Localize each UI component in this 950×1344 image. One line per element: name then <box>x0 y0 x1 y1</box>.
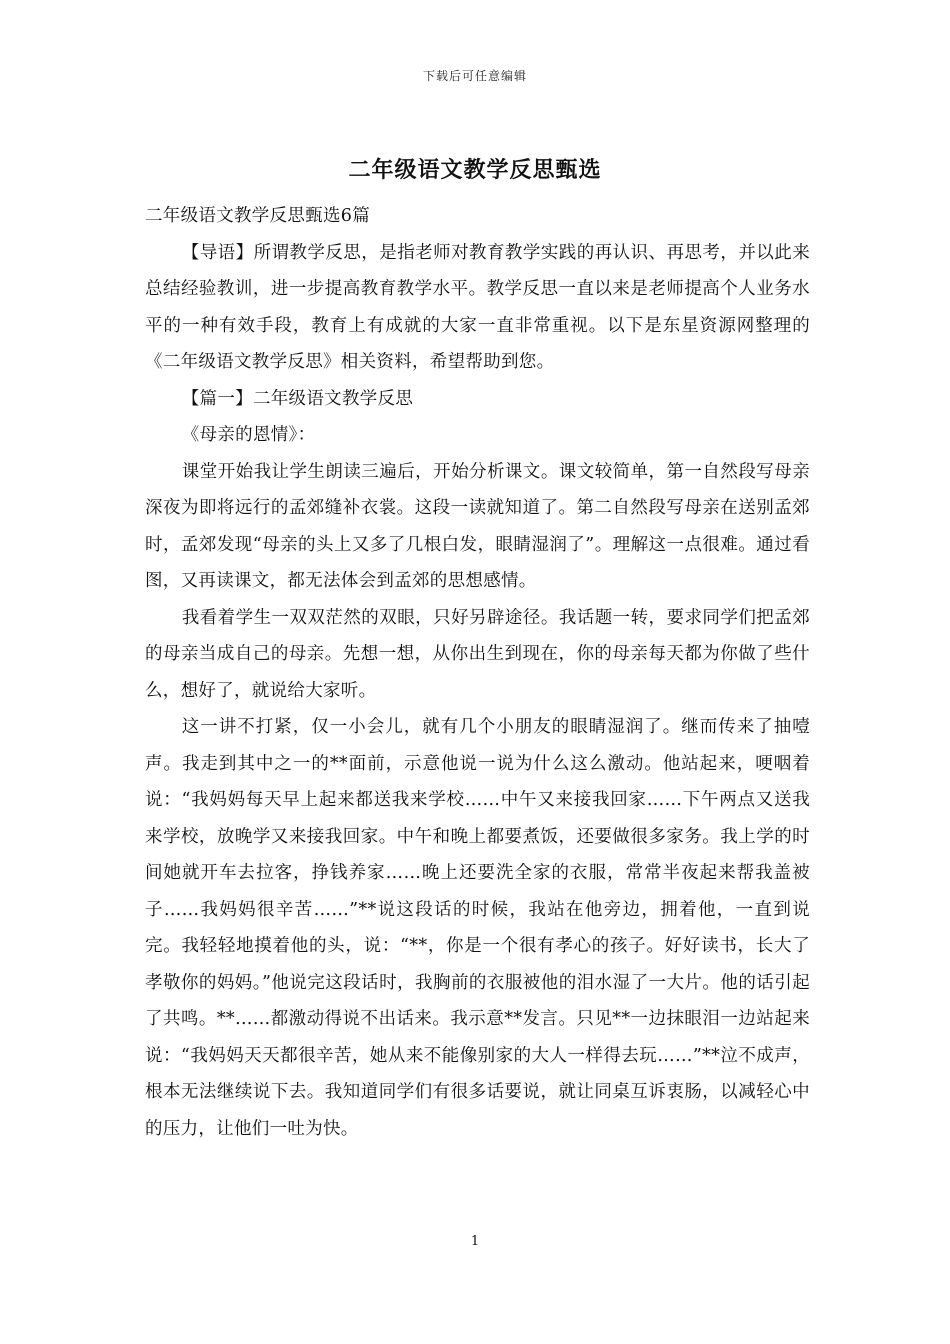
subtitle-line: 二年级语文教学反思甄选6篇 <box>145 206 371 226</box>
document-body <box>145 198 810 1147</box>
intro-paragraph: 【导语】所谓教学反思，是指老师对教育教学实践的再认识、再思考，并以此来总结经验教训，进一步提高教育教学水平。教学反思一直以来是老师提高个人业务水平的一种有效手段，教育上有成就的大家一直非常重视。以下是东星资源网整理的《二年级语文教学反思》相关资料，希望帮助到您。 <box>145 242 810 372</box>
body-paragraph: 课堂开始我让学生朗读三遍后，开始分析课文。课文较简单，第一自然段写母亲深夜为即将远行的孟郊缝补衣裳。这段一读就知道了。第二自然段写母亲在送别孟郊时，孟郊发现“母亲的头上又多了几根白发，眼睛湿润了”。理解这一点很难。通过看图，又再读课文，都无法体会到孟郊的思想感情。 <box>145 461 810 591</box>
document-title: 二年级语文教学反思甄选 <box>348 157 602 183</box>
page-number: 1 <box>470 1234 480 1249</box>
lesson-title: 《母亲的恩情》： <box>181 425 316 445</box>
header-note: 下载后可任意编辑 <box>422 69 527 83</box>
section-heading: 【篇一】二年级语文教学反思 <box>181 388 414 409</box>
body-paragraph: 这一讲不打紧，仅一小会儿，就有几个小朋友的眼睛湿润了。继而传来了抽噎声。我走到其中之一的**面前，示意他说一说为什么这么激动。他站起来，哽咽着说：“我妈妈每天早上起来都送我来学校……中午又来接我回家……下午两点又送我来学校，放晚学又来接我回家。中午和晚上都要煮饭，还要做很多家务。我上学的时间她就开车去拉客，挣钱养家……晚上还要洗全家的衣服，常常半夜起来帮我盖被子……我妈妈很辛苦……”**说这段话的时候，我站在他旁边，拥着他，一直到说完。我轻轻地摸着他的头，说：“**，你是一个很有孝心的孩子。好好读书，长大了孝敬你的妈妈。”他说完这段话时，我胸前的衣服被他的泪水湿了一大片。他的话引起了共鸣。**……都激动得说不出话来。我示意**发言。只见**一边抹眼泪一边站起来说：“我妈妈天天都很辛苦，她从来不能像别家的大人一样得去玩……”**泣不成声，根本无法继续说下去。我知道同学们有很多话要说，就让同桌互诉衷肠，以减轻心中的压力，让他们一吐为快。 <box>145 717 810 1139</box>
body-paragraph: 我看着学生一双双茫然的双眼，只好另辟途径。我话题一转，要求同学们把孟郊的母亲当成自己的母亲。先想一想，从你出生到现在，你的母亲每天都为你做了些什么，想好了，就说给大家听。 <box>145 607 810 701</box>
